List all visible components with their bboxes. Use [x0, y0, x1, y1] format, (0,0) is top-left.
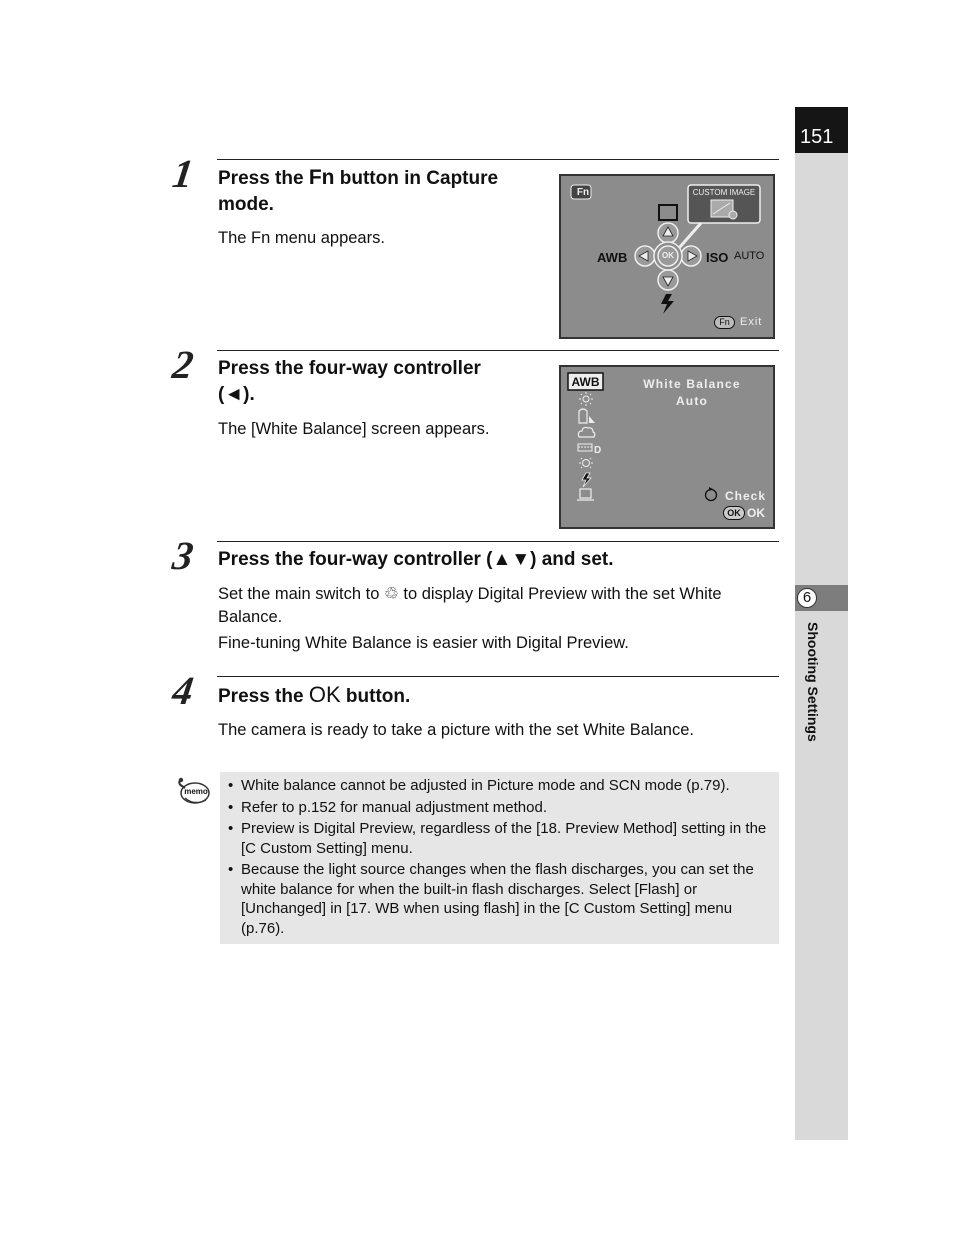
step-1-rule: [217, 159, 779, 160]
step-3-body: Set the main switch to ♲ to display Digital Preview with the set White Balance. Fine-tuning White Balance is easier with Digital Preview.: [218, 585, 722, 652]
memo-item: • Because the light source changes when the flash discharges, you can set the white balance for when the built-in flash discharges. Select [Flash] or [Unchanged] in [17. WB when using flash] in the [C Custom Setting] menu (p.76).: [228, 861, 754, 937]
chapter-label: Shooting Settings: [805, 622, 821, 742]
awb-label: AWB: [597, 250, 628, 265]
wb-title: White Balance: [643, 377, 741, 391]
wb-value: Auto: [675, 394, 709, 408]
iso-label: ISO: [706, 250, 729, 265]
step-4-body: The camera is ready to take a picture with the set White Balance.: [218, 721, 694, 739]
step-3-rule: [217, 541, 779, 542]
memo-item: • Refer to p.152 for manual adjustment method.: [228, 798, 548, 816]
memo-item: • Preview is Digital Preview, regardless of the [18. Preview Method] setting in the [C Custom Setting] menu.: [228, 820, 767, 857]
check-label: Check: [725, 489, 767, 503]
step-1-body: The Fn menu appears.: [218, 229, 385, 247]
step-3-number: 3: [169, 533, 197, 578]
fn-key-glyph: Fn: [308, 166, 335, 189]
exit-label: Exit: [740, 316, 763, 328]
step-4-title: Press the OK button.: [218, 682, 411, 707]
step-2-number: 2: [169, 342, 197, 387]
page-number: 151: [800, 126, 834, 148]
memo-icon-label: memo: [184, 787, 208, 796]
ok-center-label: OK: [662, 251, 674, 260]
memo-icon: [176, 776, 210, 808]
step-4-rule: [217, 676, 779, 677]
step-2-title: Press the four-way controller (◄).: [218, 358, 481, 405]
chapter-number: 6: [797, 588, 817, 608]
ok-key: OK: [723, 506, 745, 520]
fluorescent-suffix: D: [594, 445, 602, 456]
step-4-number: 4: [169, 668, 197, 713]
custom-image-label: CUSTOM IMAGE: [692, 188, 756, 197]
memo-item: • White balance cannot be adjusted in Picture mode and SCN mode (p.79).: [228, 777, 730, 794]
step-3-title: Press the four-way controller (▲▼) and set.: [218, 549, 614, 570]
step-2-body: The [White Balance] screen appears.: [218, 420, 490, 438]
white-balance-screen: [559, 365, 775, 529]
chapter-label-wrap: [803, 622, 823, 772]
iso-value: AUTO: [734, 250, 765, 262]
ok-key-glyph: OK: [308, 682, 341, 707]
step-1-number: 1: [169, 151, 197, 196]
step-2-rule: [217, 350, 779, 351]
exit-fn-key: Fn: [714, 316, 735, 329]
fn-menu-screen: [559, 174, 775, 339]
step-1-title: Press the Fn button in Capture mode.: [218, 166, 499, 215]
fn-label: Fn: [576, 187, 590, 198]
awb-selected: AWB: [571, 375, 600, 389]
memo-list: [228, 776, 774, 940]
ok-label: OK: [747, 506, 765, 520]
